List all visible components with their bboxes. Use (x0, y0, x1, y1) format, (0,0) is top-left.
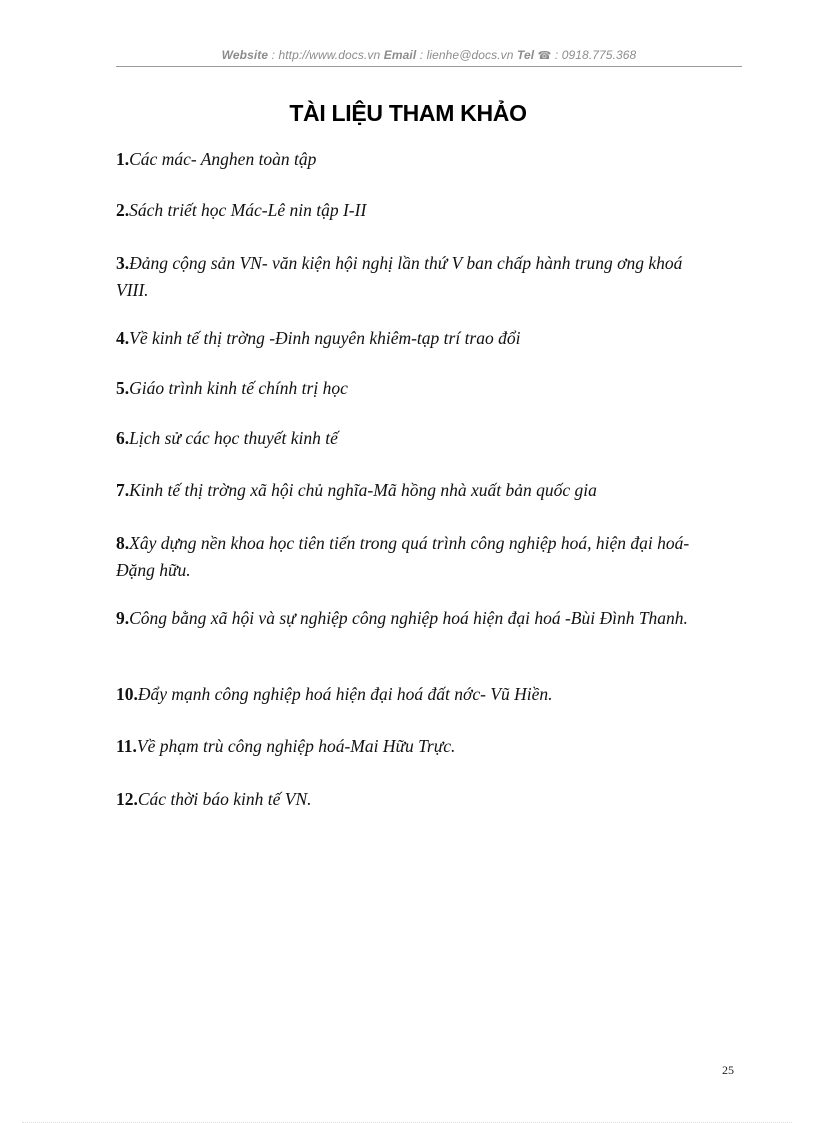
reference-item (116, 375, 716, 402)
reference-text: Các thời báo kinh tế VN. (137, 789, 312, 809)
reference-number: 2. (116, 200, 130, 220)
reference-item (116, 605, 716, 632)
phone-icon: ☎ (537, 50, 552, 62)
page-title: TÀI LIỆU THAM KHẢO (289, 100, 527, 126)
reference-text: Lịch sử các học thuyết kinh tế (129, 428, 338, 448)
reference-item (116, 197, 716, 224)
reference-text: Công bằng xã hội và sự nghiệp công nghiệp hoá hiện đại hoá -Bùi Đình Thanh. (129, 608, 688, 628)
reference-text: Kinh tế thị trờng xã hội chủ nghĩa-Mã hồng nhà xuất bản quốc gia (129, 480, 597, 500)
website-url[interactable]: : http://www.docs.vn (268, 48, 384, 62)
reference-item (116, 530, 716, 584)
website-label: Website (221, 48, 269, 62)
reference-item (116, 146, 716, 173)
reference-number: 3. (116, 253, 130, 273)
reference-item (116, 250, 716, 304)
reference-number: 11. (116, 736, 137, 756)
reference-item (116, 786, 716, 813)
email-label: Email (383, 48, 417, 62)
page-number: 25 (722, 1063, 734, 1077)
reference-text: Về phạm trù công nghiệp hoá-Mai Hữu Trực. (136, 736, 456, 756)
reference-number: 10. (116, 684, 138, 704)
reference-text: Các mác- Anghen toàn tập (129, 149, 317, 169)
reference-number: 8. (116, 533, 130, 553)
reference-number: 6. (116, 428, 130, 448)
reference-text: Sách triết học Mác-Lê nin tập I-II (129, 200, 367, 220)
reference-item (116, 733, 716, 760)
reference-number: 12. (116, 789, 138, 809)
page-header (116, 48, 742, 62)
reference-item (116, 477, 716, 504)
reference-number: 7. (116, 480, 130, 500)
reference-text: Đảng cộng sản VN- văn kiện hội nghị lần thứ V ban chấp hành trung ơng khoá VIII. (116, 253, 683, 300)
reference-text: Xây dựng nền khoa học tiên tiến trong quá trình công nghiệp hoá, hiện đại hoá-Đặng hữu. (116, 533, 690, 580)
email-address[interactable]: : lienhe@docs.vn (416, 48, 517, 62)
reference-number: 4. (116, 328, 130, 348)
reference-text: Đẩy mạnh công nghiệp hoá hiện đại hoá đất nớc- Vũ Hiền. (137, 684, 553, 704)
tel-number: : 0918.775.368 (551, 48, 637, 62)
reference-item (116, 425, 716, 452)
header-divider (116, 66, 742, 67)
tel-label: Tel (516, 48, 535, 62)
reference-number: 9. (116, 608, 130, 628)
reference-text: Về kinh tế thị trờng -Đinh nguyên khiêm-tạp trí trao đổi (129, 328, 521, 348)
reference-number: 1. (116, 149, 130, 169)
reference-text: Giáo trình kinh tế chính trị học (129, 378, 348, 398)
reference-number: 5. (116, 378, 130, 398)
reference-item (116, 325, 716, 352)
reference-item (116, 681, 716, 708)
